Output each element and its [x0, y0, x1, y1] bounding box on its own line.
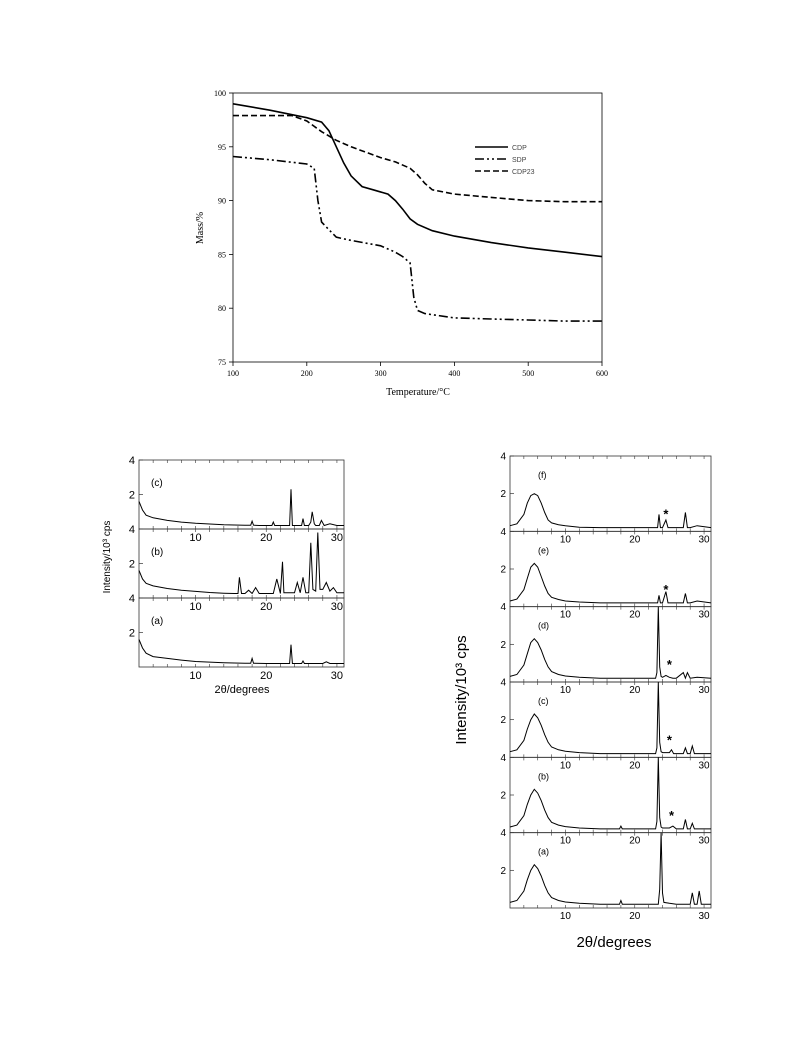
xrd-right-panel-frame: [510, 833, 711, 908]
xrd-right-x-tick-label: 20: [629, 911, 641, 922]
xrd-right-x-tick-label: 20: [629, 609, 641, 621]
xrd-left-y-tick-label: 2: [128, 489, 135, 502]
tga-series-cdp-line: [233, 104, 602, 257]
xrd-left-x-tick-label: 10: [189, 670, 202, 682]
xrd-right-y-tick-label: 2: [500, 865, 506, 877]
xrd-left-x-axis-label: 2θ/degrees: [214, 684, 270, 696]
xrd-left-y-tick-label: 2: [128, 558, 135, 571]
xrd-right-x-tick-label: 10: [559, 609, 572, 621]
xrd-right-star-marker: *: [666, 657, 672, 673]
tga-y-tick-label: 90: [218, 196, 226, 206]
xrd-left-x-tick-label: 30: [330, 532, 344, 544]
tga-x-axis-label: Temperature/°C: [386, 387, 450, 398]
xrd-right-star-marker: *: [663, 581, 669, 597]
xrd-right-trace-e: [510, 563, 711, 603]
xrd-right-y-tick-label: 4: [500, 677, 506, 689]
xrd-right-panel-label: (b): [538, 771, 549, 782]
tga-y-tick-label: 80: [218, 304, 226, 314]
xrd-right-y-tick-label: 2: [500, 715, 506, 727]
xrd-right-trace-d: [510, 607, 711, 679]
xrd-left-y-tick-label: 4: [128, 592, 135, 605]
xrd-left-trace-c: [139, 489, 344, 525]
tga-legend-label-cdp23: CDP23: [512, 169, 535, 176]
tga-x-tick-label: 400: [448, 369, 461, 378]
xrd-right-panel-frame: [510, 607, 711, 682]
tga-legend-label-sdp: SDP: [512, 157, 527, 164]
tga-series-cdp23-line: [233, 116, 602, 202]
xrd-right-trace-a: [510, 833, 711, 905]
xrd-left-panel-label: (a): [151, 616, 164, 627]
xrd-right-star-marker: *: [666, 732, 672, 748]
xrd-right-x-tick-label: 20: [629, 835, 641, 847]
xrd-right-panel-frame: [510, 456, 711, 531]
tga-chart: [195, 89, 608, 398]
xrd-right-trace-f: [510, 494, 711, 528]
xrd-right-y-tick-label: 2: [500, 489, 506, 501]
xrd-right-x-tick-label: 10: [559, 835, 572, 847]
xrd-left-x-tick-label: 20: [260, 601, 273, 613]
xrd-left-y-tick-label: 4: [128, 454, 135, 467]
xrd-right-y-tick-label: 4: [500, 828, 506, 840]
xrd-right-x-tick-label: 30: [698, 835, 710, 847]
xrd-right-panel-frame: [510, 531, 711, 606]
tga-x-tick-label: 200: [300, 369, 313, 378]
xrd-left-x-tick-label: 30: [330, 601, 344, 613]
xrd-left-trace-b: [139, 533, 344, 594]
xrd-left-trace-a: [139, 639, 344, 663]
xrd-left-panel-label: (c): [151, 478, 163, 489]
tga-y-tick-label: 85: [218, 250, 226, 260]
xrd-right-y-tick-label: 2: [500, 790, 506, 802]
xrd-right-x-tick-label: 30: [698, 911, 710, 922]
xrd-right-panel-label: (a): [538, 846, 549, 857]
xrd-right-x-tick-label: 20: [629, 760, 641, 772]
xrd-right-y-axis-label: Intensity/10³ cps: [453, 635, 470, 745]
tga-y-tick-label: 75: [218, 358, 226, 367]
xrd-right-x-tick-label: 30: [698, 760, 710, 772]
xrd-left-panel-label: (b): [151, 547, 164, 558]
xrd-right-panel-label: (e): [538, 545, 549, 556]
xrd-right-x-tick-label: 30: [698, 609, 710, 621]
tga-x-tick-label: 300: [374, 369, 387, 378]
xrd-right-panel-frame: [510, 757, 711, 832]
xrd-right-chart: [453, 452, 711, 952]
xrd-right-star-marker: *: [663, 506, 669, 522]
xrd-left-y-tick-label: 2: [128, 627, 135, 640]
xrd-right-x-tick-label: 20: [629, 685, 641, 696]
tga-y-tick-label: 95: [218, 142, 226, 152]
xrd-left-y-tick-label: 4: [128, 523, 135, 536]
xrd-right-y-tick-label: 4: [500, 526, 506, 538]
xrd-right-panel-label: (d): [538, 620, 549, 631]
xrd-right-y-tick-label: 2: [500, 639, 506, 651]
xrd-right-x-axis-label: 2θ/degrees: [576, 934, 652, 951]
xrd-left-panel-frame: [139, 598, 344, 667]
xrd-right-x-tick-label: 10: [559, 911, 572, 922]
xrd-right-panel-label: (f): [538, 470, 547, 480]
xrd-left-x-tick-label: 30: [330, 670, 344, 682]
tga-plot-frame: [233, 93, 602, 362]
xrd-right-panel-label: (c): [538, 696, 549, 706]
tga-y-tick-label: 100: [214, 89, 226, 98]
xrd-right-x-tick-label: 20: [629, 534, 641, 546]
xrd-left-x-tick-label: 20: [260, 532, 273, 544]
tga-legend-label-cdp: CDP: [512, 145, 527, 152]
xrd-right-x-tick-label: 30: [698, 685, 710, 696]
tga-x-tick-label: 500: [522, 369, 535, 378]
xrd-left-chart: [102, 455, 344, 696]
tga-series-sdp-line: [233, 157, 602, 322]
xrd-left-x-tick-label: 10: [189, 601, 202, 613]
xrd-right-panel-frame: [510, 682, 711, 757]
tga-x-tick-label: 100: [227, 369, 239, 378]
xrd-left-y-axis-label: Intensity/10³ cps: [102, 520, 113, 594]
xrd-left-x-tick-label: 20: [260, 670, 273, 682]
xrd-right-x-tick-label: 10: [559, 760, 572, 772]
xrd-right-y-tick-label: 4: [500, 752, 506, 764]
xrd-right-y-tick-label: 2: [500, 564, 506, 576]
tga-x-tick-label: 600: [596, 369, 608, 378]
xrd-left-x-tick-label: 10: [189, 532, 202, 544]
xrd-right-x-tick-label: 10: [559, 534, 572, 546]
xrd-right-trace-c: [510, 682, 711, 754]
xrd-right-trace-b: [510, 757, 711, 829]
xrd-right-x-tick-label: 10: [559, 685, 572, 696]
xrd-right-y-tick-label: 4: [500, 451, 506, 463]
xrd-right-x-tick-label: 30: [698, 534, 710, 546]
xrd-right-y-tick-label: 4: [500, 602, 506, 614]
tga-y-axis-label: Mass/%: [195, 211, 206, 245]
xrd-right-star-marker: *: [668, 807, 675, 823]
